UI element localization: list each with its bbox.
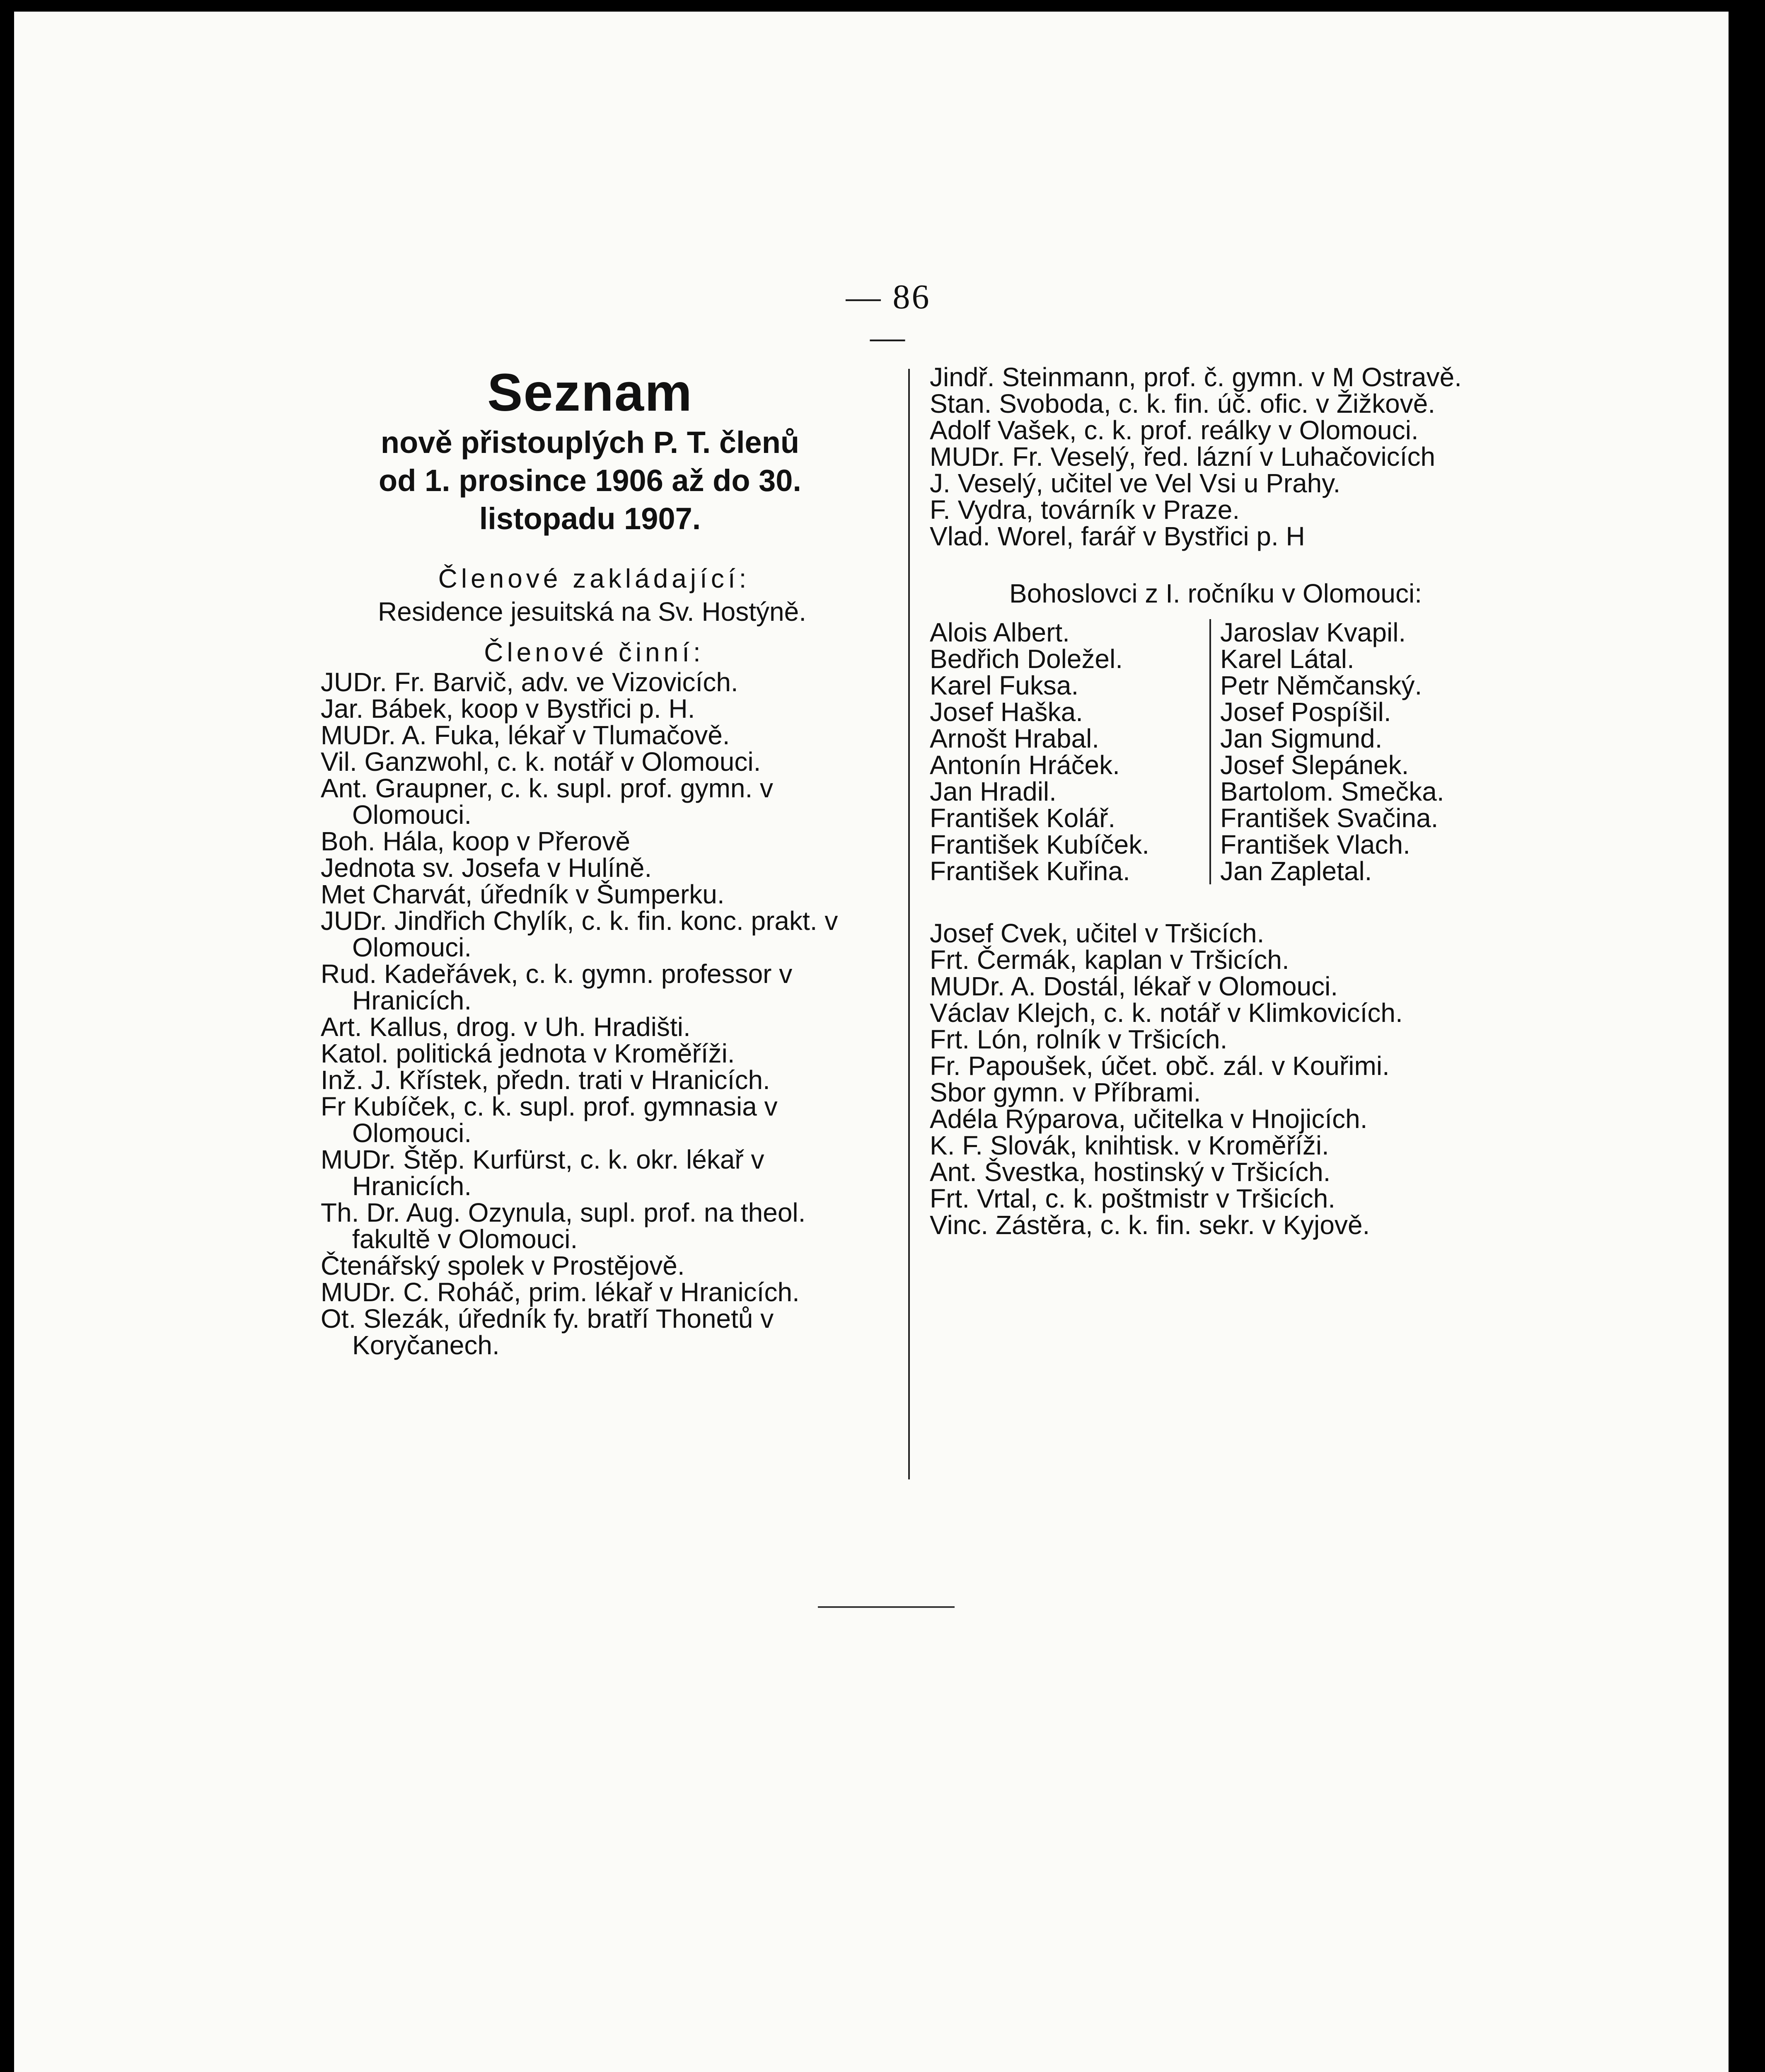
theology-student: Jaroslav Kvapil. xyxy=(1220,617,1406,647)
member-entry: Václav Klejch, c. k. notář v Klimkovicích. xyxy=(930,998,1403,1028)
subtitle-line: nově přistouplých P. T. členů xyxy=(380,425,800,460)
member-entry: Ant. Graupner, c. k. supl. prof. gymn. v Olomouci. xyxy=(321,773,774,830)
theology-student: František Kolář. xyxy=(930,803,1116,833)
column-divider xyxy=(908,369,910,1479)
theology-student: Bedřich Doležel. xyxy=(930,644,1123,674)
page-sheet xyxy=(14,12,1729,2072)
member-entry: Sbor gymn. v Příbrami. xyxy=(930,1077,1201,1107)
member-entry: Art. Kallus, drog. v Uh. Hradišti. xyxy=(321,1012,691,1042)
member-entry: Katol. politická jednota v Kroměříži. xyxy=(321,1038,735,1068)
member-entry: K. F. Slovák, knihtisk. v Kroměříži. xyxy=(930,1130,1329,1160)
member-entry: JUDr. Jindřich Chylík, c. k. fin. konc. prakt. v Olomouci. xyxy=(321,906,838,962)
active-members-list xyxy=(321,669,884,1358)
theology-student: Alois Albert. xyxy=(930,617,1070,647)
member-entry: Stan. Svoboda, c. k. fin. úč. ofic. v Žižkově. xyxy=(930,389,1436,419)
member-entry: Rud. Kadeřávek, c. k. gymn. professor v Hranicích. xyxy=(321,959,793,1015)
member-entry: Th. Dr. Aug. Ozynula, supl. prof. na theol. fakultě v Olomouci. xyxy=(321,1198,806,1254)
theology-student: Arnošt Hrabal. xyxy=(930,724,1100,753)
member-entry: Frt. Lón, rolník v Tršicích. xyxy=(930,1024,1228,1054)
subtitle-line: listopadu 1907. xyxy=(479,501,701,536)
theology-student: Jan Zapletal. xyxy=(1220,856,1372,886)
member-entry: Frt. Vrtal, c. k. poštmistr v Tršicích. xyxy=(930,1184,1336,1213)
theology-student: Karel Fuksa. xyxy=(930,670,1079,700)
theology-student: Karel Látal. xyxy=(1220,644,1354,674)
theology-student: Jan Hradil. xyxy=(930,777,1057,806)
member-entry: Ot. Slezák, úředník fy. bratří Thonetů v Koryčanech. xyxy=(321,1304,774,1360)
member-entry: Jar. Bábek, koop v Bystřici p. H. xyxy=(321,694,695,724)
member-entry: Fr Kubíček, c. k. supl. prof. gymnasia v Olomouci. xyxy=(321,1092,778,1148)
member-entry: Frt. Čermák, kaplan v Tršicích. xyxy=(930,945,1289,975)
member-entry: Inž. J. Křístek, předn. trati v Hranicích. xyxy=(321,1065,770,1095)
subtitle-line: od 1. prosince 1906 až do 30. xyxy=(379,463,801,498)
member-entry: Vinc. Zástěra, c. k. fin. sekr. v Kyjově. xyxy=(930,1210,1370,1240)
theology-student: Petr Němčanský. xyxy=(1220,670,1422,700)
member-entry: Fr. Papoušek, účet. obč. zál. v Kouřimi. xyxy=(930,1051,1390,1081)
theology-column-divider xyxy=(1209,619,1211,884)
left-column xyxy=(321,364,884,1358)
page-subtitle xyxy=(296,424,884,538)
member-entry: MUDr. A. Dostál, lékař v Olomouci. xyxy=(930,971,1338,1001)
theology-student: Jan Sigmund. xyxy=(1220,724,1383,753)
theology-student: František Svačina. xyxy=(1220,803,1439,833)
other-members-list xyxy=(930,920,1501,1238)
member-entry: Vlad. Worel, farář v Bystřici p. H xyxy=(930,521,1305,551)
theology-students-col-b xyxy=(1220,619,1444,884)
member-entry: Adolf Vašek, c. k. prof. reálky v Olomouci. xyxy=(930,415,1419,445)
member-entry: Met Charvát, úředník v Šumperku. xyxy=(321,879,725,909)
member-entry: Čtenářský spolek v Prostějově. xyxy=(321,1251,685,1280)
member-entry: Adéla Rýparova, učitelka v Hnojicích. xyxy=(930,1104,1368,1134)
member-entry: MUDr. Fr. Veselý, řed. lázní v Luhačovicích xyxy=(930,442,1436,472)
section-end-rule xyxy=(818,1606,955,1608)
founding-members-heading: Členové zakládající: xyxy=(438,564,750,593)
theology-students-table xyxy=(930,619,1501,884)
member-entry: Jednota sv. Josefa v Hulíně. xyxy=(321,853,652,883)
theology-student: František Kubíček. xyxy=(930,830,1149,859)
theology-student: František Vlach. xyxy=(1220,830,1410,859)
theology-student: Antonín Hráček. xyxy=(930,750,1120,780)
page-number: — 86 — xyxy=(846,278,931,356)
member-entry: Jindř. Steinmann, prof. č. gymn. v M Ostravě. xyxy=(930,362,1462,392)
active-members-heading: Členové činní: xyxy=(484,637,704,667)
theology-student: Josef Haška. xyxy=(930,697,1083,727)
member-entry: Vil. Ganzwohl, c. k. notář v Olomouci. xyxy=(321,747,761,777)
member-entry: Ant. Švestka, hostinský v Tršicích. xyxy=(930,1157,1331,1187)
member-entry: MUDr. Štěp. Kurfürst, c. k. okr. lékař v Hranicích. xyxy=(321,1145,764,1201)
theology-student: Josef Slepánek. xyxy=(1220,750,1409,780)
theology-students-col-a xyxy=(930,619,1209,884)
member-entry: Boh. Hála, koop v Přerově xyxy=(321,826,631,856)
theology-students-heading: Bohoslovci z I. ročníku v Olomouci: xyxy=(1009,579,1422,608)
member-entry: MUDr. C. Roháč, prim. lékař v Hranicích. xyxy=(321,1277,800,1307)
right-column xyxy=(930,364,1501,1238)
active-members-list-continued xyxy=(930,364,1501,549)
member-entry: F. Vydra, továrník v Praze. xyxy=(930,495,1240,525)
theology-student: Bartolom. Smečka. xyxy=(1220,777,1444,806)
theology-student: František Kuřina. xyxy=(930,856,1130,886)
page-title: Seznam xyxy=(487,363,693,422)
founding-member: Residence jesuitská na Sv. Hostýně. xyxy=(378,597,806,627)
theology-student: Josef Pospíšil. xyxy=(1220,697,1391,727)
member-entry: J. Veselý, učitel ve Vel Vsi u Prahy. xyxy=(930,468,1341,498)
member-entry: Josef Cvek, učitel v Tršicích. xyxy=(930,918,1265,948)
member-entry: MUDr. A. Fuka, lékař v Tlumačově. xyxy=(321,720,730,750)
member-entry: JUDr. Fr. Barvič, adv. ve Vizovicích. xyxy=(321,667,738,697)
